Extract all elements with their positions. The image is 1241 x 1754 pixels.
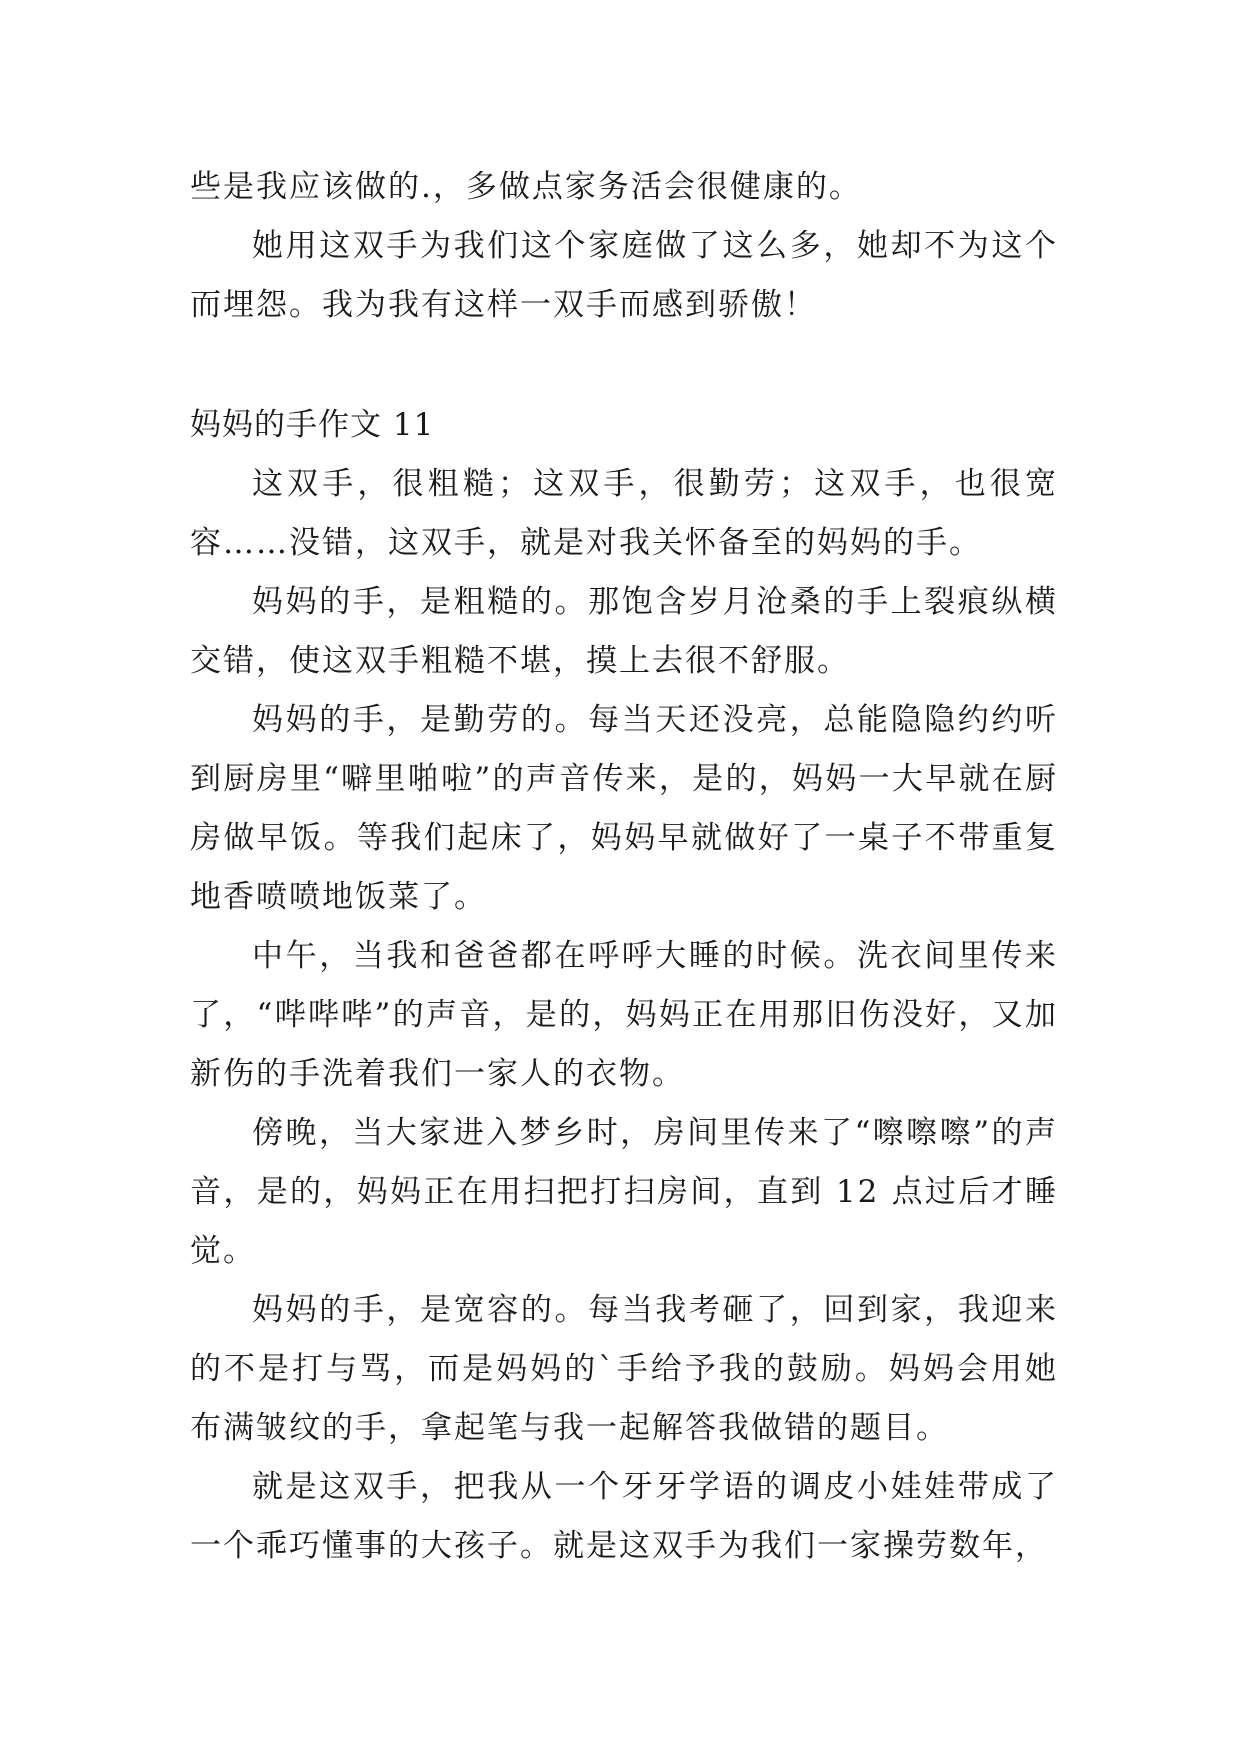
- paragraph: 妈妈的手，是粗糙的。那饱含岁月沧桑的手上裂痕纵横交错，使这双手粗糙不堪，摸上去很不舒服。: [190, 584, 1058, 679]
- paragraph: 妈妈的手，是宽容的。每当我考砸了，回到家，我迎来的不是打与骂，而是妈妈的`手给予我的鼓励。妈妈会用她布满皱纹的手，拿起笔与我一起解答我做错的题目。: [190, 1292, 1058, 1446]
- paragraph: 这双手，很粗糙；这双手，很勤劳；这双手，也很宽容……没错，这双手，就是对我关怀备至的妈妈的手。: [190, 466, 1058, 561]
- paragraph: 妈妈的手，是勤劳的。每当天还没亮，总能隐隐约约听到厨房里“噼里啪啦”的声音传来，是的，妈妈一大早就在厨房做早饭。等我们起床了，妈妈早就做好了一桌子不带重复地香喷喷地饭菜了。: [190, 702, 1058, 915]
- paragraph-continuation: 些是我应该做的.，多做点家务活会很健康的。: [190, 169, 862, 205]
- section-title: 妈妈的手作文 11: [190, 407, 435, 443]
- document-body: [190, 158, 1058, 1576]
- paragraph: 中午，当我和爸爸都在呼呼大睡的时候。洗衣间里传来了，“哔哔哔”的声音，是的，妈妈正在用那旧伤没好，又加新伤的手洗着我们一家人的衣物。: [190, 938, 1058, 1092]
- paragraph: 就是这双手，把我从一个牙牙学语的调皮小娃娃带成了一个乖巧懂事的大孩子。就是这双手为我们一家操劳数年，: [190, 1469, 1058, 1564]
- paragraph: 她用这双手为我们这个家庭做了这么多，她却不为这个而埋怨。我为我有这样一双手而感到骄傲！: [190, 228, 1058, 323]
- paragraph: 傍晚，当大家进入梦乡时，房间里传来了“嚓嚓嚓”的声音，是的，妈妈正在用扫把打扫房间，直到 12 点过后才睡觉。: [190, 1115, 1058, 1269]
